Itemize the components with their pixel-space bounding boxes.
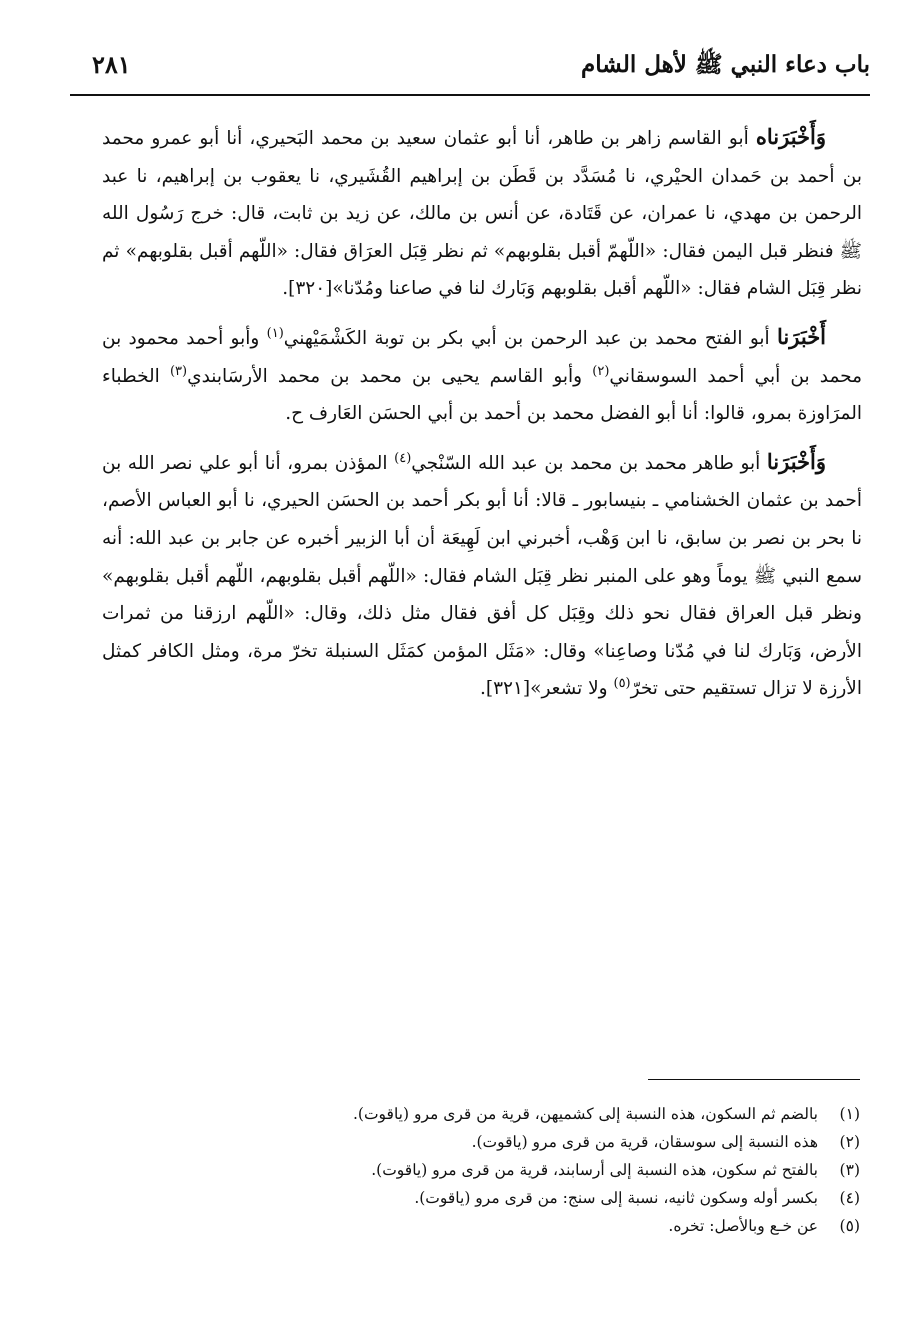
- footnote-ref: (١): [266, 325, 284, 341]
- footnote-number: (١): [839, 1105, 860, 1123]
- footnote: [160, 1128, 860, 1156]
- paragraph-text: المؤذن بمرو، أنا أبو علي نصر الله بن أحمد بن عثمان الخشنامي ـ بنيسابور ـ قالا: أنا أبو بكر أحمد بن الحسَن الحيري، نا أبو العباس الأصم، نا بحر بن نصر بن سابق، نا ابن وَهْب، أخبرني ابن لَهِيعَة أن أبا الزبير أخبره عن جابر بن عبد الله: أنه سمع النبي ﷺ يوماً وهو على المنبر نظر قِبَل الشام فقال: «اللّهم أقبل بقلوبهم، اللّهم أقبل بقلوبهم» ونظر قبل العراق فقال نحو ذلك وقِبَل كل أفق فقال مثل ذلك، وقال: «اللّهم ارزقنا من ثمرات الأرض، وَبَارك لنا في مُدّنا وصاعِنا» وقال: «مَثَل المؤمن كمَثَل السنبلة تخرّ مرة، ومثل الكافر كمثل الأرزة لا تزال تستقيم حتى تخرّ: [102, 452, 862, 700]
- footnote-ref: (٥): [613, 676, 631, 692]
- footnote-ref: (٢): [592, 363, 610, 379]
- main-text: [102, 118, 862, 718]
- footnote: [160, 1156, 860, 1184]
- paragraph-text: أبو القاسم زاهر بن طاهر، أنا أبو عثمان سعيد بن محمد البَحيري، أنا أبو عمرو محمد بن أحمد بن حَمدان الحيْري، نا مُسَدَّد بن قَطَن بن إبراهيم القُشَيري، نا يعقوب بن إبراهيم، نا عبد الرحمن بن مهدي، نا عمران، عن قَتَادة، عن أنس بن مالك، عن زيد بن ثابت، قال: خرج رَسُول الله ﷺ فنظر قبل اليمن فقال: «اللّهمّ أقبل بقلوبهم» ثم نظر قِبَل العرَاق فقال: «اللّهم أقبل بقلوبهم» ثم نظر قِبَل الشام فقال: «اللّهم أقبل بقلوبهم وَبَارك لنا في صاعنا ومُدّنا»[٣٢٠].: [102, 128, 862, 300]
- running-header: [70, 42, 870, 90]
- footnote-ref: (٣): [169, 363, 188, 379]
- paragraph-text: الخطباء المرَاوزة بمرو، قالوا: أنا أبو الفضل محمد بن أحمد بن أبي الحسَن العَارف ح.: [102, 365, 862, 425]
- footnote: [160, 1184, 860, 1212]
- page-number: ٢٨١: [92, 50, 131, 79]
- footnote-text: بالضم ثم السكون، هذه النسبة إلى كشميهن، قرية من قرى مرو (ياقوت).: [352, 1105, 818, 1123]
- header-rule: [70, 94, 870, 96]
- footnote-text: بالفتح ثم سكون، هذه النسبة إلى أرسابند، قرية من قرى مرو (ياقوت).: [371, 1161, 818, 1179]
- footnote-rule: [648, 1079, 860, 1080]
- paragraph: [102, 318, 862, 433]
- paragraph-lead: وَأَخْبَرَناه: [755, 124, 826, 149]
- footnote-text: بكسر أوله وسكون ثانيه، نسبة إلى سنج: من قرى مرو (ياقوت).: [414, 1189, 818, 1207]
- footnote-number: (٥): [839, 1217, 860, 1235]
- footnote-number: (٤): [839, 1189, 860, 1207]
- footnotes: [160, 1100, 860, 1240]
- paragraph-text: وأبو القاسم يحيى بن محمد بن محمد الأرسَابندي: [187, 365, 593, 387]
- footnote-text: عن خـع وبالأصل: تخره.: [668, 1217, 818, 1235]
- paragraph-text: أبو الفتح محمد بن عبد الرحمن بن أبي بكر بن توبة الكَشْمَيْهني: [283, 327, 778, 349]
- paragraph: [102, 443, 862, 708]
- paragraph-lead: أَخْبَرَنا: [777, 323, 827, 349]
- footnote-number: (٢): [839, 1133, 860, 1151]
- footnote-text: هذه النسبة إلى سوسقان، قرية من قرى مرو (ياقوت).: [471, 1133, 818, 1151]
- paragraph-lead: وَأَخْبَرَنا: [766, 448, 826, 474]
- paragraph-text: أبو طاهر محمد بن محمد بن عبد الله السّنْجي: [411, 452, 767, 474]
- footnote-number: (٣): [839, 1161, 860, 1179]
- footnote: [160, 1100, 860, 1128]
- paragraph-text: ولا تشعر»[٣٢١].: [479, 678, 614, 700]
- footnote-ref: (٤): [394, 450, 412, 466]
- paragraph-text: وأبو أحمد محمود بن محمد بن أبي أحمد السوسقاني: [102, 327, 862, 387]
- chapter-title: باب دعاء النبي ﷺ لأهل الشام: [581, 51, 870, 78]
- footnote: [160, 1212, 860, 1240]
- paragraph: [102, 118, 862, 308]
